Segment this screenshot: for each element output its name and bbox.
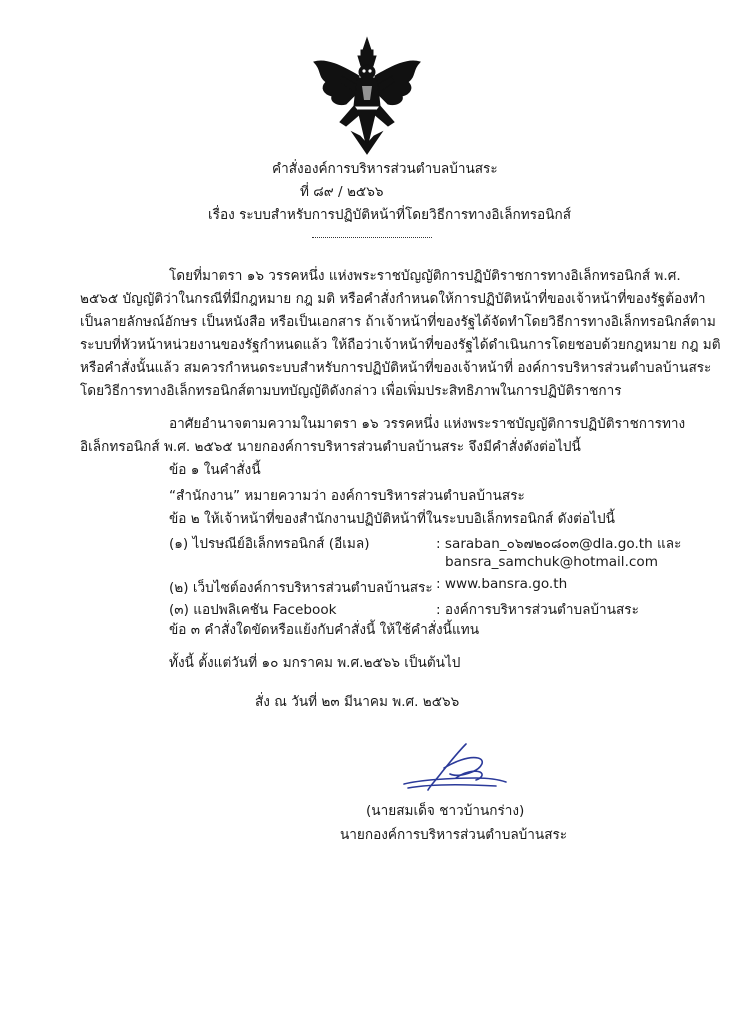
system-website-value: : www.bansra.go.th	[436, 576, 568, 592]
paragraph-1-line-4: ระบบที่หัวหน้าหน่วยงานของรัฐกำหนดแล้ว ให้ถือว่าเจ้าหน้าที่ของรัฐได้ดำเนินการโดยชอบด้วยกฎหมาย กฎ มติ	[80, 337, 721, 353]
effective-date: ทั้งนี้ ตั้งแต่วันที่ ๑๐ มกราคม พ.ศ.๒๕๖๖ เป็นต้นไป	[169, 655, 461, 671]
definition-office: “สำนักงาน” หมายความว่า องค์การบริหารส่วนตำบลบ้านสระ	[169, 488, 525, 504]
clause-3: ข้อ ๓ คำสั่งใดขัดหรือแย้งกับคำสั่งนี้ ให้ใช้คำสั่งนี้แทน	[169, 622, 479, 638]
handwritten-signature	[400, 738, 510, 798]
system-facebook-label: (๓) แอปพลิเคชัน Facebook	[169, 602, 337, 618]
clause-1: ข้อ ๑ ในคำสั่งนี้	[169, 462, 261, 478]
paragraph-2-line-1: อาศัยอำนาจตามความในมาตรา ๑๖ วรรคหนึ่ง แห่งพระราชบัญญัติการปฏิบัติราชการทาง	[169, 416, 686, 432]
system-email-value: : saraban_๐๖๗๒๐๘๐๓@dla.go.th และ	[436, 536, 682, 552]
order-number: ที่ ๘๙ / ๒๕๖๖	[300, 184, 384, 200]
signatory-position: นายกองค์การบริหารส่วนตำบลบ้านสระ	[340, 827, 568, 843]
order-title: คำสั่งองค์การบริหารส่วนตำบลบ้านสระ	[272, 161, 498, 177]
paragraph-1-line-5: หรือคำสั่งนั้นแล้ว สมควรกำหนดระบบสำหรับการปฏิบัติหน้าที่ของเจ้าหน้าที่ องค์การบริหารส่วนตำบลบ้านสระ	[80, 360, 712, 376]
paragraph-1-line-1: โดยที่มาตรา ๑๖ วรรคหนึ่ง แห่งพระราชบัญญัติการปฏิบัติราชการทางอิเล็กทรอนิกส์ พ.ศ.	[169, 268, 681, 284]
paragraph-1-line-6: โดยวิธีการทางอิเล็กทรอนิกส์ตามบทบัญญัติดังกล่าว เพื่อเพิ่มประสิทธิภาพในการปฏิบัติราชการ	[80, 383, 622, 399]
garuda-emblem-icon	[312, 36, 422, 156]
paragraph-1-line-3: เป็นลายลักษณ์อักษร เป็นหนังสือ หรือเป็นเอกสาร ถ้าเจ้าหน้าที่ของรัฐได้จัดทำโดยวิธีการทางอิเล็กทรอนิกส์ตาม	[80, 314, 716, 330]
order-subject: เรื่อง ระบบสำหรับการปฏิบัติหน้าที่โดยวิธีการทางอิเล็กทรอนิกส์	[208, 207, 572, 223]
clause-2: ข้อ ๒ ให้เจ้าหน้าที่ของสำนักงานปฏิบัติหน้าที่ในระบบอิเล็กทรอนิกส์ ดังต่อไปนี้	[169, 511, 615, 527]
paragraph-2-line-2: อิเล็กทรอนิกส์ พ.ศ. ๒๕๖๕ นายกองค์การบริหารส่วนตำบลบ้านสระ จึงมีคำสั่งดังต่อไปนี้	[80, 439, 581, 455]
system-website-label: (๒) เว็บไซต์องค์การบริหารส่วนตำบลบ้านสระ	[169, 580, 433, 596]
order-dated: สั่ง ณ วันที่ ๒๓ มีนาคม พ.ศ. ๒๕๖๖	[255, 694, 460, 710]
paragraph-1-line-2: ๒๕๖๕ บัญญัติว่าในกรณีที่มีกฎหมาย กฎ มติ หรือคำสั่งกำหนดให้การปฏิบัติหน้าที่ของเจ้าหน้าที่ของรัฐต้องทำ	[80, 291, 706, 307]
system-email-value-2: bansra_samchuk@hotmail.com	[445, 554, 658, 570]
signatory-name: (นายสมเด็จ ชาวบ้านกร่าง)	[366, 803, 525, 819]
system-email-label: (๑) ไปรษณีย์อิเล็กทรอนิกส์ (อีเมล)	[169, 536, 370, 552]
system-facebook-value: : องค์การบริหารส่วนตำบลบ้านสระ	[436, 602, 639, 618]
header-divider	[312, 236, 432, 238]
